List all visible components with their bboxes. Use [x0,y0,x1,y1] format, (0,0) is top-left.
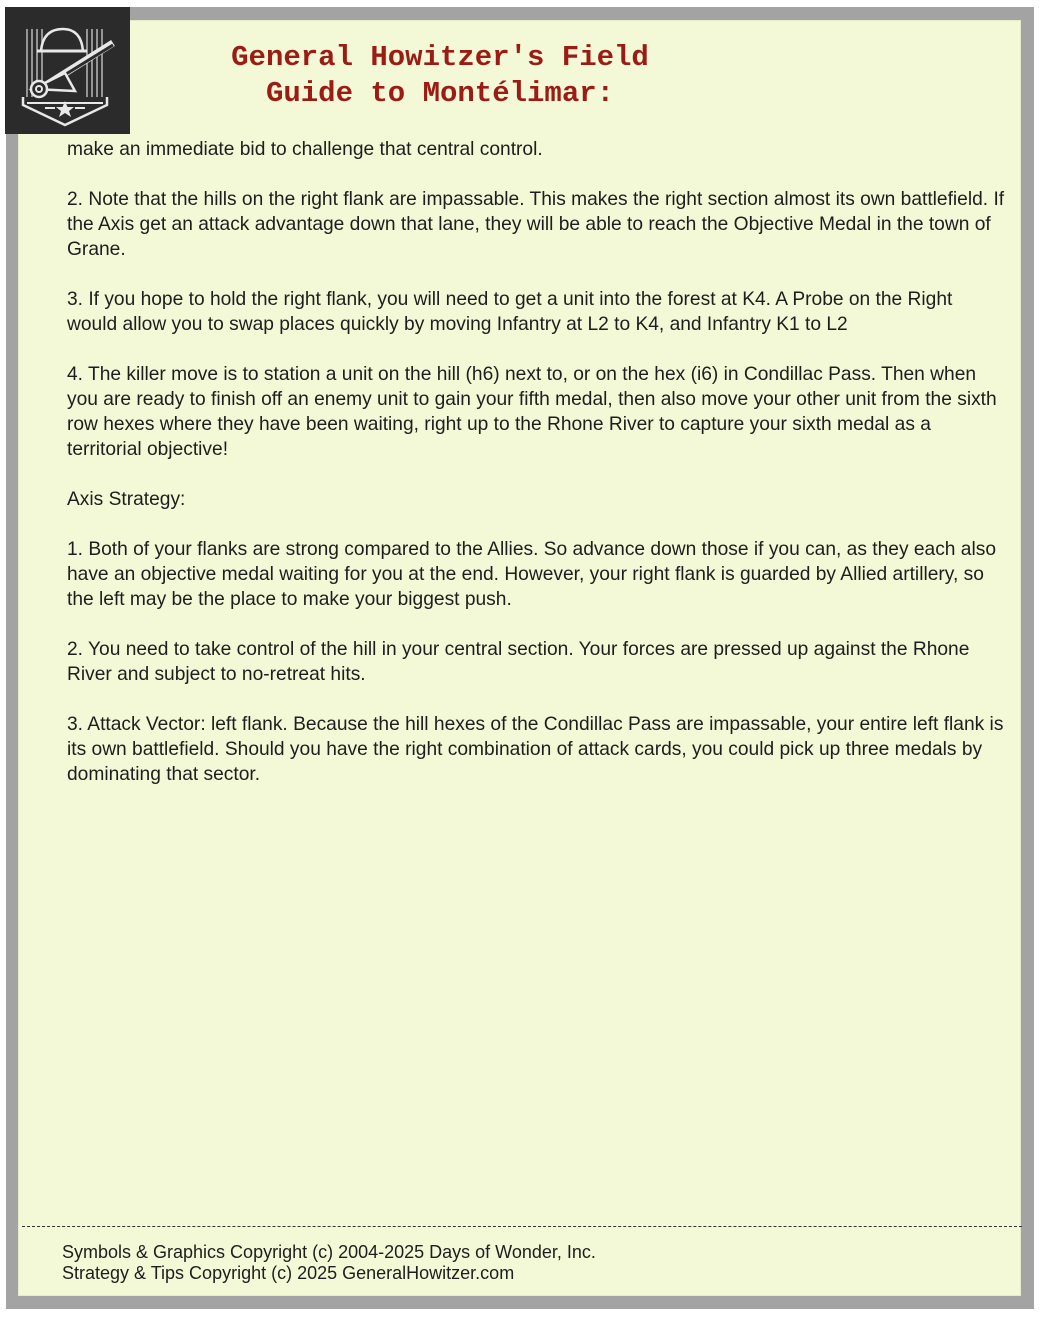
title-line-1: General Howitzer's Field [231,41,649,74]
paragraph-axis-3: 3. Attack Vector: left flank. Because the hill hexes of the Condillac Pass are impassable, your entire left flank is its own battlefield. Should you have the right combination of attack cards, you could pick up three medals by dominating that sector. [67,714,1004,785]
copyright-graphics: Symbols & Graphics Copyright (c) 2004-2025 Days of Wonder, Inc. [62,1242,596,1262]
paragraph-allies-4: 4. The killer move is to station a unit on the hill (h6) next to, or on the hex (i6) in Condillac Pass. Then when you are ready to finish off an enemy unit to gain your fifth medal, then also move your other unit from the sixth row hexes where they have been waiting, right up to the Rhone River to capture your sixth medal as a territorial objective! [67,364,997,460]
section-heading-axis-strategy: Axis Strategy: [67,489,186,510]
howitzer-emblem-icon [5,7,130,134]
paragraph-allies-1-continued: make an immediate bid to challenge that central control. [67,139,543,160]
paragraph-axis-2: 2. You need to take control of the hill in your central section. Your forces are pressed up against the Rhone River and subject to no-retreat hits. [67,639,970,685]
paragraph-axis-1: 1. Both of your flanks are strong compared to the Allies. So advance down those if you can, as they each also have an objective medal waiting for you at the end. However, your right flank is guarded by Allied artillery, so the left may be the place to make your biggest push. [67,539,997,610]
footer [62,1242,596,1284]
page-title [150,40,730,112]
copyright-strategy: Strategy & Tips Copyright (c) 2025 GeneralHowitzer.com [62,1263,515,1283]
strategy-content [67,137,1007,812]
paragraph-allies-2: 2. Note that the hills on the right flank are impassable. This makes the right section almost its own battlefield. If the Axis get an attack advantage down that lane, they will be able to reach the Objective Medal in the town of Grane. [67,189,1005,260]
title-line-2: Guide to Montélimar: [265,77,615,110]
paragraph-allies-3: 3. If you hope to hold the right flank, you will need to get a unit into the forest at K4. A Probe on the Right would allow you to swap places quickly by moving Infantry at L2 to K4, and Infantry K1 to L2 [67,289,953,335]
footer-divider [22,1226,1022,1227]
